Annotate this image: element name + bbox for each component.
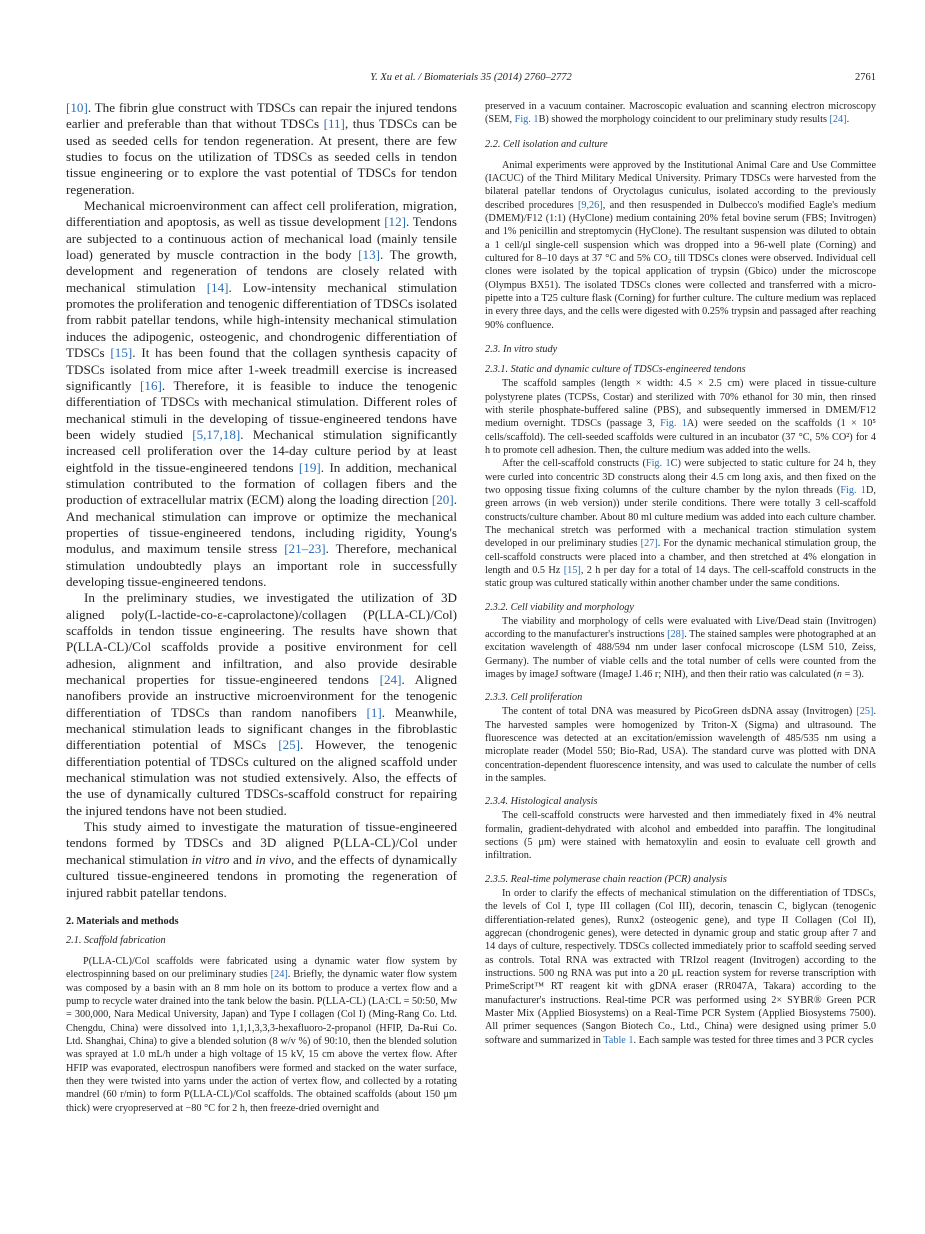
citation-link[interactable]: [16] [140,377,162,393]
citation-link[interactable]: Table 1 [603,1034,634,1046]
italic-term: in vitro [191,851,230,867]
citation-link[interactable]: Fig. 1 [660,418,687,430]
citation-link[interactable]: [9,26] [577,199,603,211]
citation-link[interactable]: [15] [110,345,133,361]
running-title: Y. Xu et al. / Biomaterials 35 (2014) 2760–2772 [370,72,572,83]
subsection-heading: 2.3.4. Histological analysis [485,796,598,808]
citation-link[interactable]: [24] [829,114,847,126]
paragraph: After the cell-scaffold constructs (Fig. 1C) were subjected to static culture for 24 h, they were curled into concentric 3D constructs along their 4.5 cm long axis, and then fixed on the two opposing tissue fixing columns of the culture chamber by the nylon threads (Fig. 1D, green arrows (in web version)) under sterile conditions. There were totally 3 cell-scaffold constructs/culture chamber. About 80 ml culture medium was added into each culture chamber. The mechanical stretch was performed with a mechanical traction stimulation system developed in our preliminary studies [27]. For the dynamic mechanical stimulation group, the cell-scaffold constructs were placed into a chamber, and then stretched at 4% elongation in length and 0.5 Hz [15], 2 h per day for a total of 14 days. The cell-scaffold constructs in the static group was cultured statically within another chamber under the same conditions. [485,458,876,590]
citation-link[interactable]: [11] [323,116,345,132]
citation-link[interactable]: [25] [856,706,874,718]
citation-link[interactable]: [5,17,18] [192,426,241,442]
citation-link[interactable]: [15] [563,564,581,576]
section-heading: 2. Materials and methods [66,915,179,927]
paragraph: The scaffold samples (length × width: 4.5 × 2.5 cm) were placed in tissue-culture polystyrene plates (TCPSs, Costar) and sterilized with 70% ethanol for 30 min, then rinsed with sterile phosphate-buffered saline (PBS), and subsequently immersed in DMEM/F12 medium overnight. TDSCs (passage 3, Fig. 1A) were seeded on the scaffolds (1 × 10⁵ cells/scaffold). The cell-seeded scaffolds were cultured in an incubator (37 °C, 5% CO²) for 4 h to promote cell adhesion. Then, the culture medium was added into the wells. [485,378,876,456]
page-header [66,72,876,88]
subsection-heading: 2.3.1. Static and dynamic culture of TDSCs-engineered tendons [485,364,746,376]
citation-link[interactable]: [21–23] [284,541,326,557]
paragraph: The content of total DNA was measured by PicoGreen dsDNA assay (Invitrogen) [25]. The harvested samples were homogenized by Triton-X (Sigma) and ultrasound. The fluorescence was detected at an excitation/emission wavelength of 485/535 nm using a microplate reader (Model 550; Bio-Rad, USA). The standard curve was plotted with DNA concentration-dependent fluorescence intensity, and was used to calculate the number of cells in the samples. [485,706,876,785]
subsection-heading: 2.3.3. Cell proliferation [485,692,583,704]
citation-link[interactable]: [10] [66,100,88,115]
paragraph: Mechanical microenvironment can affect cell proliferation, migration, differentiation and apoptosis, as well as tissue development [12]. Tendons are subjected to a continuous action of mechanical load (mainly tensile load) generated by muscle contraction in the body [13]. The growth, development and regeneration of tendons are closely related with mechanical stimulation [14]. Low-intensity mechanical stimulation promotes the proliferation and tenogenic differentiation of TDSCs isolated from rabbit patellar tendons, while high-intensity mechanical stimulation induces the adipogenic, osteogenic, and chondrogenic differentiation of TDSCs [15]. It has been found that the collagen synthesis capacity of TDSCs isolated from mice after 1-week treadmill exercise is increased significantly [16]. Therefore, it is feasible to induce the tenogenic differentiation of TDSCs with mechanical stimulation. Different roles of mechanical stimuli in the developing of tissue-engineered tendons have been widely studied [5,17,18]. Mechanical stimulation significantly increased cell proliferation over the 14-day culture period by at least eightfold in the tissue-engineered tendons [19]. In addition, mechanical stimulation contributed to the formation of collagen fibers and the production of extracellular matrix (ECM) along the loading direction [20]. And mechanical stimulation can improve or optimize the mechanical properties of tissue-engineered tendons, including rigidity, Young's modulus, and maximum tensile stress [21–23]. Therefore, mechanical stimulation undoubtedly plays an important role in successfully developing tissue-engineered tendons. [66,198,458,589]
page-number: 2761 [855,72,876,83]
subsection-heading: 2.2. Cell isolation and culture [485,138,608,150]
subsection-heading: 2.3. In vitro study [485,344,558,356]
citation-link[interactable]: [13] [358,247,380,263]
paragraph: This study aimed to investigate the maturation of tissue-engineered tendons formed by TDSCs and 3D aligned P(LLA-CL)/Col under mechanical stimulation in vitro and in vivo, and the effects of dynamically cultured tissue-engineered tendons in promoting the regeneration of injured rabbit patellar tendons. [66,819,457,900]
italic-term: n [836,669,842,681]
citation-link[interactable]: [19] [298,459,321,475]
subsection-heading: 2.1. Scaffold fabrication [66,934,166,946]
left-column [66,100,457,1115]
citation-link[interactable]: [20] [431,492,454,508]
italic-term: in vivo [255,851,291,867]
subsection-heading: 2.3.2. Cell viability and morphology [485,601,634,613]
paragraph: The cell-scaffold constructs were harvested and then immediately fixed in 4% neutral formalin, gradient-dehydrated with alcohol and embedded into paraffin. The longitudinal sections (5 μm) were stained with hematoxylin and eosin to evaluate cell growth and infiltration. [485,810,876,862]
citation-link[interactable]: [28] [667,629,685,640]
subsection-heading: 2.3.5. Real-time polymerase chain reaction (PCR) analysis [485,873,727,885]
paragraph: In order to clarify the effects of mechanical stimulation on the differentiation of TDSCs, the levels of Col I, type III collagen (Col III), decorin, tenascin C, biglycan (tenogenic differentiation-related genes), Runx2 (osteogenic gene), and type II Collagen (Col II), aggrecan (chondrogenic genes), were detected in dynamic group and static group after 7 and 14 days of culture, respectively. TDSCs collected immediately prior to scaffold seeding served as controls. Total RNA was extracted with TRIzol reagent (Invitrogen) according to the instructions. 500 ng RNA was put into a 20 μL reaction system for reverse transcription with PrimeScript™ RT reagent kit with gDNA eraser (RR047A, Takara) according to the manufacturer's instructions. Real-time PCR was performed using 2× SYBR® Green PCR Master Mix (Applied Biosystems) on a Real-Time PCR System (Applied Biosystems 7500). All primer sequences (Sangon Biotech Co., Ltd., China) were designed using primer 5.0 software and summarized in Table 1. Each sample was tested for three times and 3 PCR cycles [485,887,876,1046]
citation-link[interactable]: [14] [206,279,229,295]
citation-link[interactable]: [24] [270,969,288,981]
citation-link[interactable]: [12] [384,214,407,230]
citation-link[interactable]: Fig. 1 [645,458,671,470]
paragraph: P(LLA-CL)/Col scaffolds were fabricated using a dynamic water flow system by electrospinning based on our preliminary studies [24]. Briefly, the dynamic water flow system was composed by a basin with an 8 mm hole on its bottom to produce a vertex flow and a pump to recycle water drained into the tank below the basin. P(LLA-CL) (LA:CL = 50:50, Mw = 300,000, Nara Medical University, Japan) and Type I collagen (Col I) (Ming-Rang Co. Ltd. Chengdu, China) were dissolved into 1,1,1,3,3,3-hexafluoro-2-propanol (HFIP, Da-Rui Co. Ltd. Shanghai, China) to give a blended solution (8 w/v %) of 90:10, then the blended solution was sprayed at 1.0 mL/h under a high voltage of 15 kV, 15 cm above the vertex flow. After HFIP was evaporated, electrospun nanofibers were formed and stacked on the water surface, then they were twisted into yarns under the action of vertex flow, and collected by a rotating mandrel (60 r/min) to form P(LLA-CL)/Col scaffolds. The obtained scaffolds (about 150 μm thick) were cryopreserved at −80 °C for 2 h, then freeze-dried overnight and [66,955,457,1114]
paragraph: Animal experiments were approved by the Institutional Animal Care and Use Committee (IACUC) of the Third Military Medical University. Primary TDSCs were harvested from the bilateral patellar tendons of Oryctolagus cuniculus, isolated according to the previously described procedures [9,26], and then resuspended in Dulbecco's modified Eagle's medium (DMEM)/F12 (1:1) (HyClone) medium containing 20% fetal bovine serum (FBS; Invitrogen) and 1% penicillin and streptomycin (HyClone). The resultant suspension was diluted to obtain a 1 cell/μl single-cell suspension which was dropped into a 96-well plate (Corning) and cultured for 8–10 days at 37 °C and 5% CO₂ till TDSCs clones were observed. Individual cell clones were isolated by the topical application of trypsin (Gbico) under the microscope (Olympus BX51). The isolated TDSCs clones were collected and transferred with a micro-pipette into a T25 culture flask (Corning) for further culture. The culture medium was replaced in every three days, and the cells were digested with 0.25% trypsin and passaged after reaching 90% confluence. [485,159,876,331]
citation-link[interactable]: [1] [366,704,382,720]
citation-link[interactable]: [25] [278,737,301,753]
citation-link[interactable]: Fig. 1 [514,114,539,126]
paragraph: In the preliminary studies, we investigated the utilization of 3D aligned poly(L-lactide-co-ε-caprolactone)/collagen (P(LLA-CL)/Col) scaffolds in tendon tissue engineering. The results have shown that P(LLA-CL)/Col scaffolds provide a positive environment for cell adhesion, alignment and infiltration, and also provide desirable mechanical properties for tissue-engineered tendons [24]. Aligned nanofibers provide an instructive microenvironment for the tenogenic differentiation of TDSCs than random nanofibers [1]. Meanwhile, mechanical stimulation leads to significant changes in the fibroblastic differentiation potential of MSCs [25]. However, the tenogenic differentiation potential of TDSCs cultured on the aligned scaffold under mechanical stimulation was not studied extensively. Also, the effects of the use of dynamically cultured TDSCs-scaffold construct for repairing the injured tendons have not been studied. [66,590,457,818]
paragraph: preserved in a vacuum container. Macroscopic evaluation and scanning electron microscopy (SEM, Fig. 1B) showed the morphology coincident to our preliminary study results [24]. [485,101,876,126]
citation-link[interactable]: Fig. 1 [840,484,867,496]
paragraph: The viability and morphology of cells were evaluated with Live/Dead stain (Invitrogen) according to the manufacturer's instructions [28]. The stained samples were photographed at an excitation wavelength of 488/594 nm under laser confocal microscope (LSM 510, Zeiss, Germany). The number of viable cells and the total number of cells were counted from the images by imageJ software (ImageJ 1.46 r; NIH), and then their ratio was calculated (n = 3). [485,615,876,681]
right-column [485,100,876,1047]
citation-link[interactable]: [27] [640,538,658,550]
citation-link[interactable]: [24] [379,672,402,688]
paragraph: [10]. The fibrin glue construct with TDSCs can repair the injured tendons earlier and preferable than that without TDSCs [11], thus TDSCs can be used as seeded cells for tendon regeneration. At present, there are few studies to focus on the utilization of TDSCs as seeded cells in tendon tissue engineering or to explore the vast potential of TDSCs for tendon regeneration. [66,100,457,197]
